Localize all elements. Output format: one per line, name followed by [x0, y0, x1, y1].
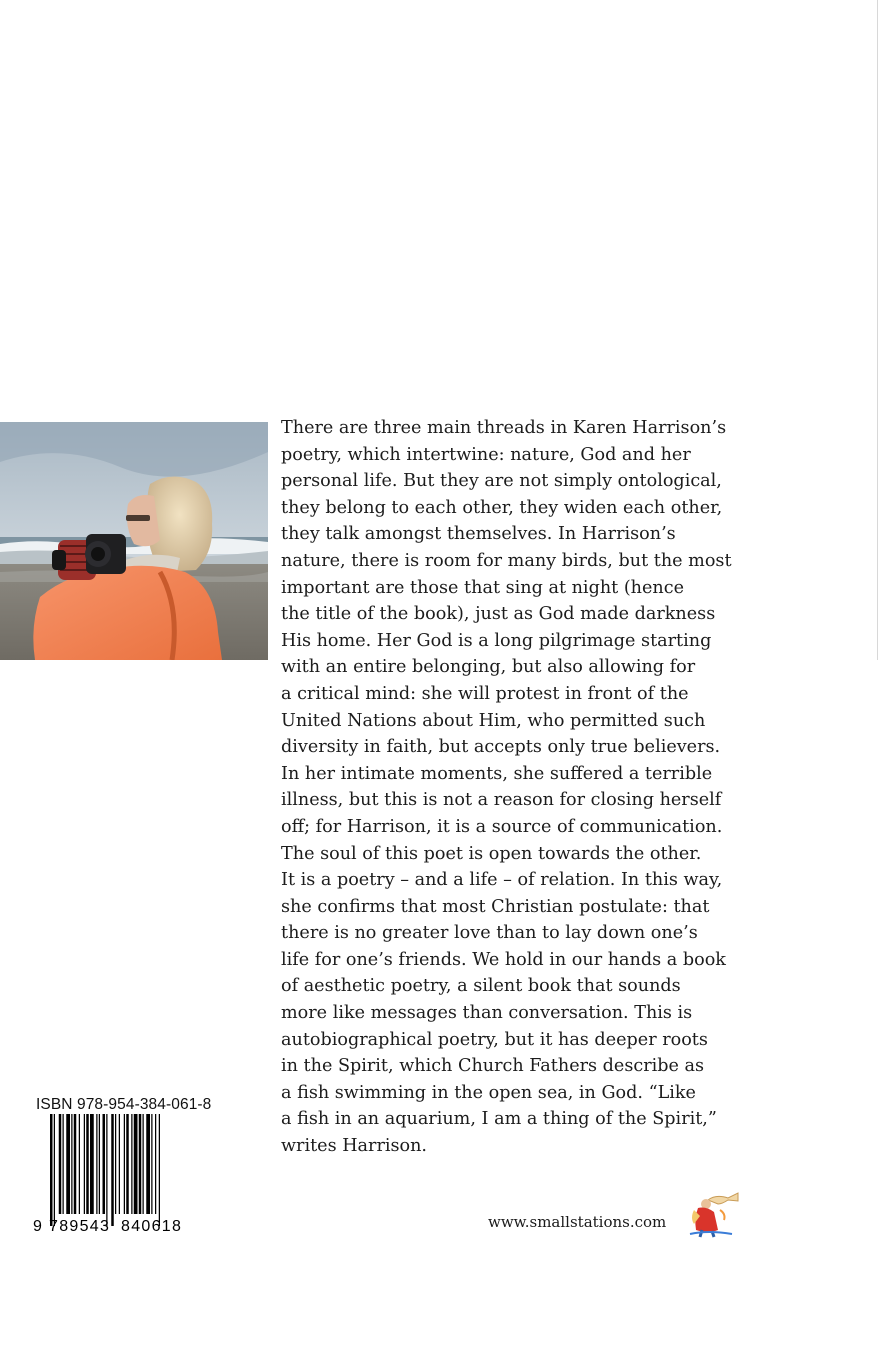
back-cover-blurb: [281, 415, 746, 1160]
barcode-bar: [119, 1114, 120, 1214]
barcode-bar: [79, 1114, 80, 1214]
barcode-bar: [134, 1114, 138, 1214]
barcode-bar: [159, 1114, 160, 1226]
blurb-line: writes Harrison.: [281, 1136, 428, 1157]
blurb-line: in the Spirit, which Church Fathers describe as: [281, 1056, 705, 1077]
blurb-line: nature, there is room for many birds, but the most: [281, 550, 732, 571]
barcode-digits-left: 789543: [49, 1218, 111, 1234]
blurb-line: a fish swimming in the open sea, in God. “Like: [281, 1082, 696, 1103]
barcode-bar: [115, 1114, 116, 1214]
blurb-line: more like messages than conversation. This is: [281, 1003, 693, 1024]
blurb-line: autobiographical poetry, but it has deeper roots: [281, 1029, 708, 1050]
author-photo: [0, 422, 268, 660]
barcode-bar: [50, 1114, 53, 1226]
barcode-digit-first: 9: [33, 1218, 42, 1234]
barcode-bar: [139, 1114, 142, 1214]
publisher-logo-icon: [688, 1190, 740, 1238]
blurb-line: a fish in an aquarium, I am a thing of the Spirit,”: [281, 1109, 717, 1130]
blurb-line: there is no greater love than to lay down one’s: [281, 923, 698, 944]
blurb-line: with an entire belonging, but also allowing for: [281, 657, 696, 678]
barcode-bar: [63, 1114, 64, 1214]
barcode-bar: [103, 1114, 106, 1214]
blurb-line: illness, but this is not a reason for closing herself: [281, 790, 722, 811]
blurb-line: The soul of this poet is open towards the other.: [281, 843, 702, 864]
barcode-bars: [50, 1114, 160, 1226]
barcode-bar: [143, 1114, 144, 1214]
barcode-bar: [74, 1114, 77, 1214]
barcode-bar: [54, 1114, 55, 1226]
barcode-bar: [106, 1114, 107, 1226]
blurb-line: It is a poetry – and a life – of relation. In this way,: [281, 870, 723, 891]
blurb-line: they talk amongst themselves. In Harrison’s: [281, 524, 676, 545]
barcode-bar: [124, 1114, 125, 1214]
barcode-bar: [59, 1114, 62, 1214]
barcode-bar: [111, 1114, 114, 1226]
barcode-bar: [84, 1114, 85, 1214]
blurb-line: poetry, which intertwine: nature, God and her: [281, 444, 691, 465]
barcode-bar: [90, 1114, 94, 1214]
barcode-bar: [66, 1114, 70, 1214]
blurb-line: personal life. But they are not simply ontological,: [281, 471, 722, 492]
blurb-line: diversity in faith, but accepts only true believers.: [281, 737, 721, 758]
barcode-bar: [71, 1114, 72, 1214]
barcode-bar: [96, 1114, 97, 1214]
barcode-bar: [131, 1114, 132, 1214]
blurb-line: United Nations about Him, who permitted such: [281, 710, 706, 731]
blurb-line: important are those that sing at night (hence: [281, 577, 685, 598]
barcode-bar: [146, 1114, 150, 1214]
blurb-line: a critical mind: she will protest in front of the: [281, 683, 689, 704]
blurb-line: His home. Her God is a long pilgrimage starting: [281, 630, 712, 651]
isbn-label: ISBN 978-954-384-061-8: [36, 1096, 212, 1113]
barcode-bar: [99, 1114, 100, 1214]
blurb-line: she confirms that most Christian postulate: that: [281, 896, 710, 917]
barcode-bar: [126, 1114, 129, 1214]
blurb-line: off; for Harrison, it is a source of communication.: [281, 816, 723, 837]
blurb-line: they belong to each other, they widen each other,: [281, 497, 723, 518]
blurb-line: of aesthetic poetry, a silent book that sounds: [281, 976, 681, 997]
barcode-bar: [151, 1114, 152, 1214]
blurb-line: the title of the book), just as God made darkness: [281, 604, 716, 625]
spine-edge-line: [877, 0, 878, 660]
isbn-barcode: [33, 1114, 195, 1234]
barcode-digits-right: 840618: [121, 1218, 183, 1234]
publisher-website[interactable]: www.smallstations.com: [488, 1213, 667, 1231]
blurb-line: There are three main threads in Karen Harrison’s: [281, 418, 727, 438]
barcode-bar: [86, 1114, 89, 1214]
barcode-bar: [155, 1114, 156, 1214]
blurb-line: In her intimate moments, she suffered a terrible: [281, 763, 713, 784]
blurb-line: life for one’s friends. We hold in our hands a book: [281, 949, 726, 970]
